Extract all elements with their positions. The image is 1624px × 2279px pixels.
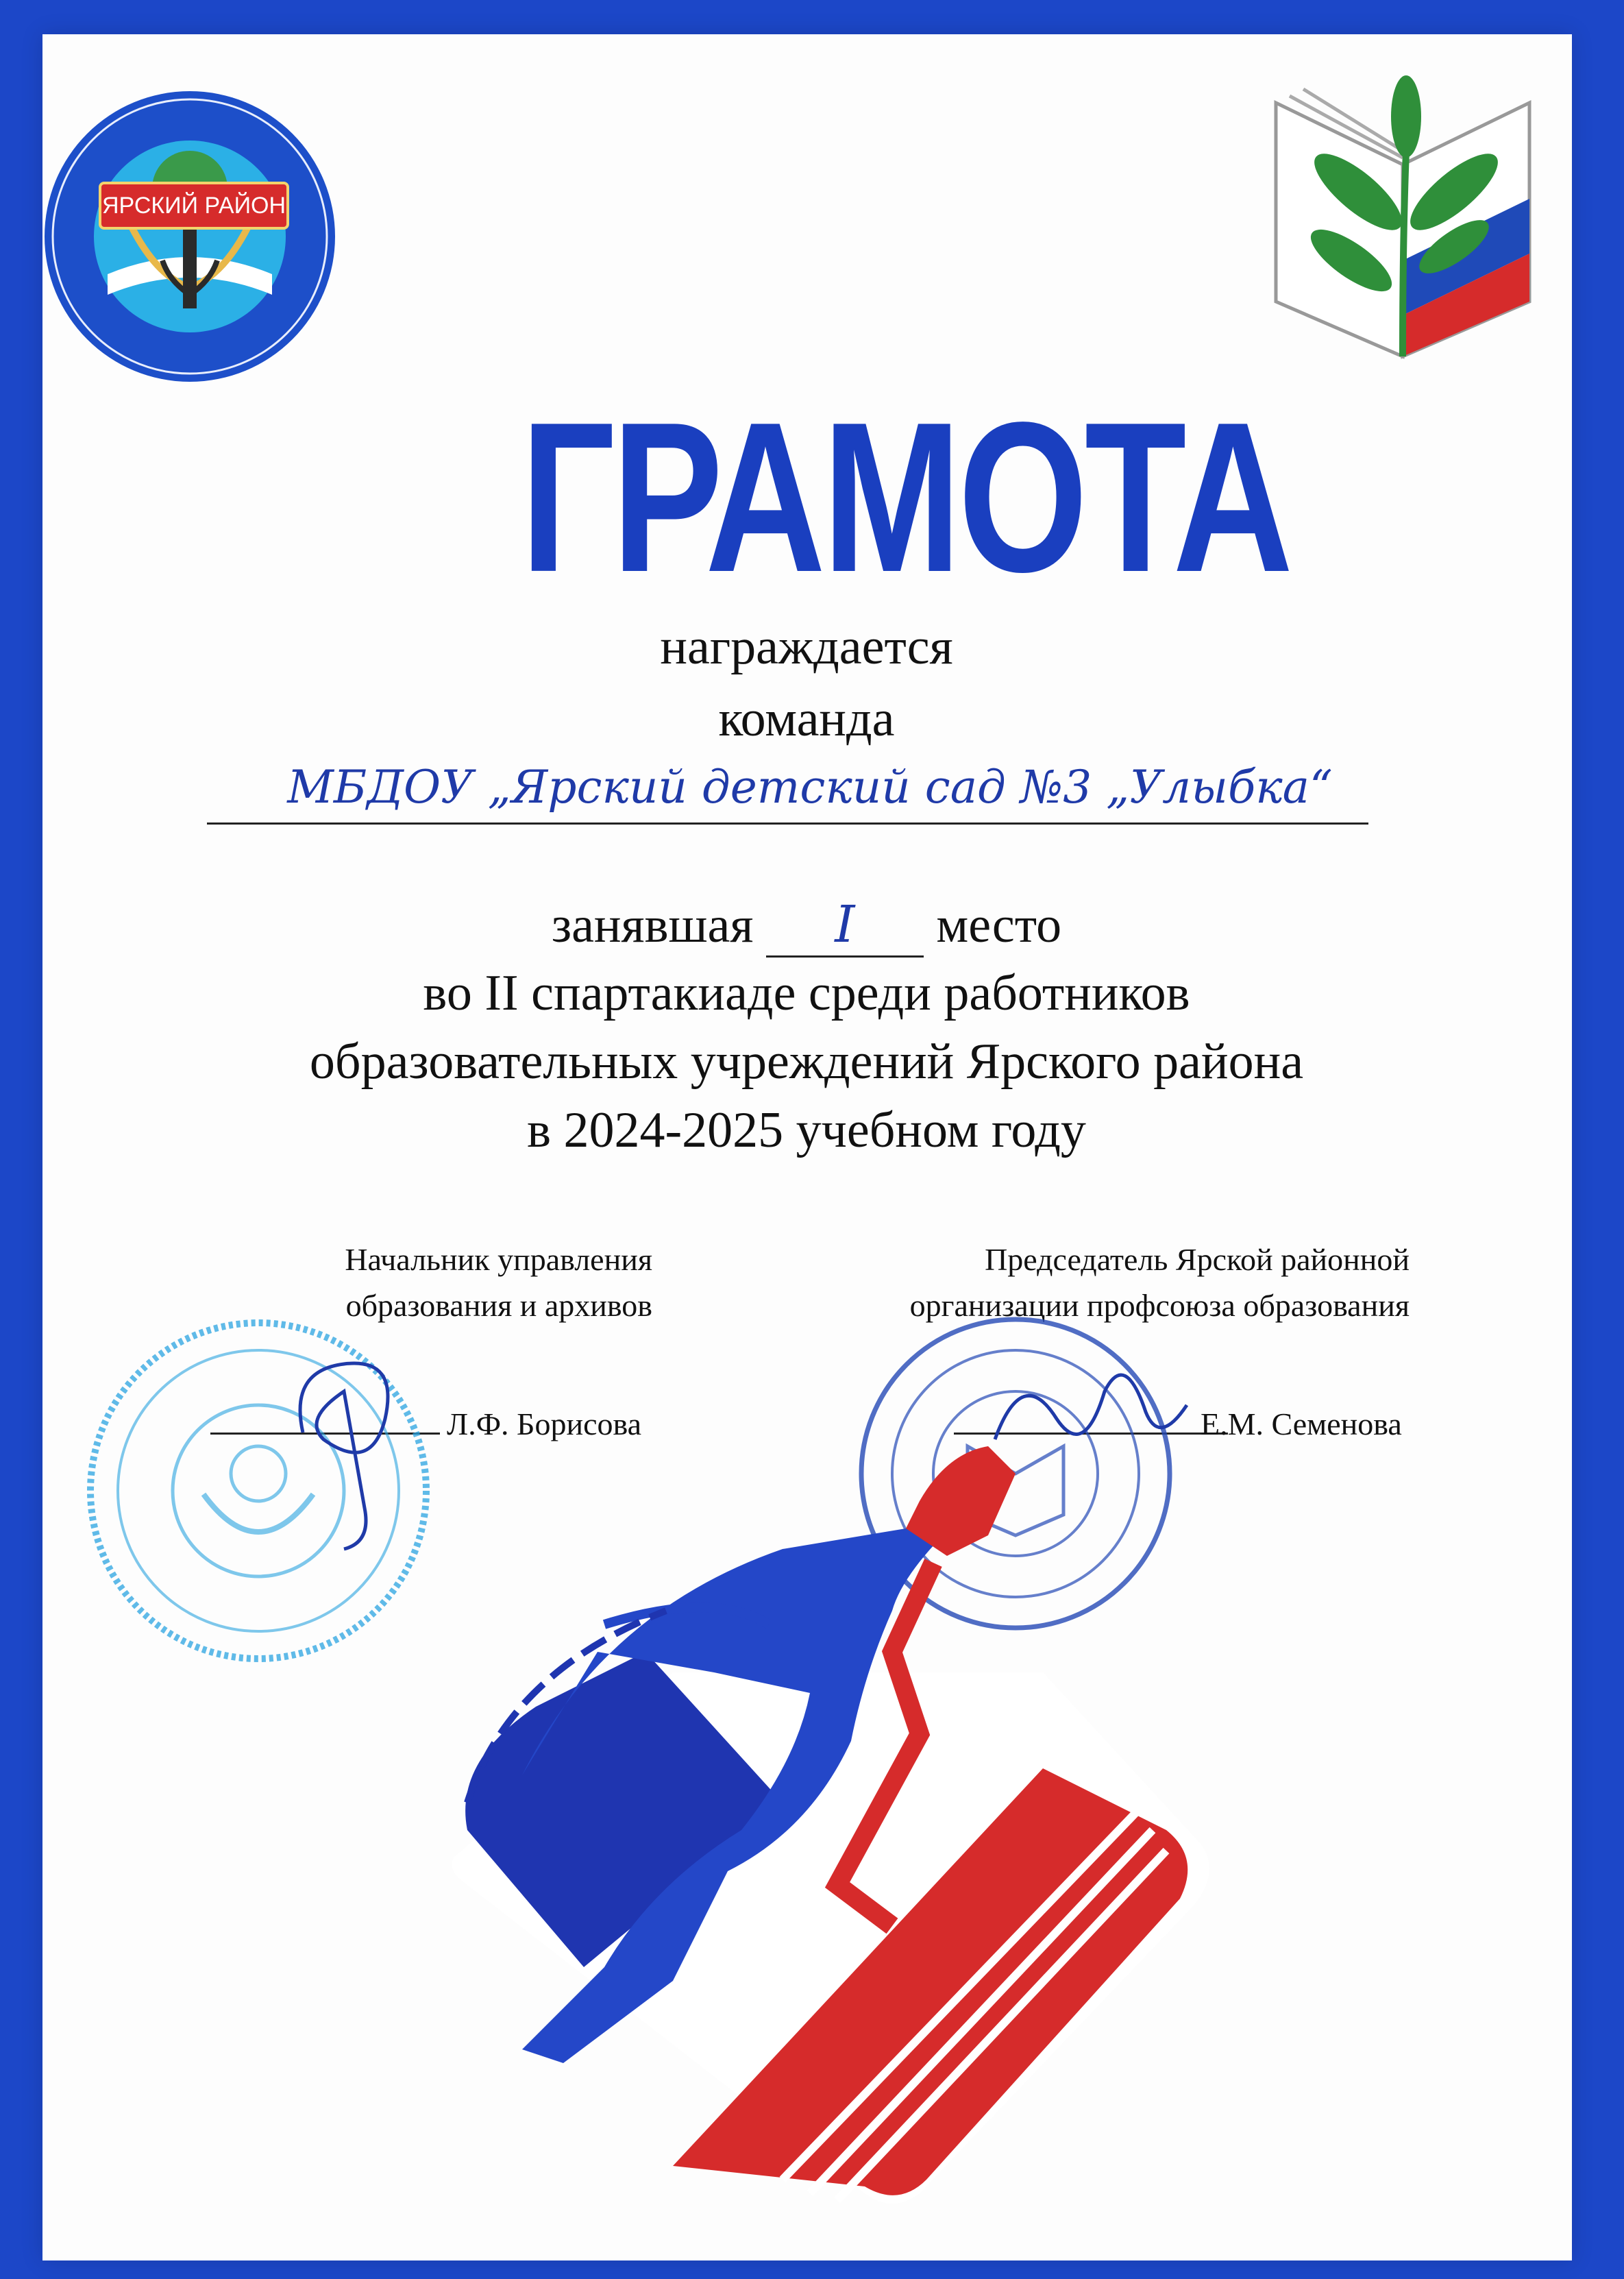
right-position-line-1: Председатель Ярской районной [985,1242,1410,1277]
right-position-line-2: организации профсоюза образования [909,1287,1410,1323]
place-prefix: занявшая [551,897,754,953]
event-line-1: во II спартакиаде среди работников [423,965,1190,1021]
awarded-text: награждается [660,619,953,675]
place-value-handwritten: I [766,894,924,958]
team-name-handwritten: МБДОУ „Ярский детский сад №3 „Улыбка“ [287,761,1333,814]
spartakiad-athlete-logo [426,1446,1276,2221]
team-name-underline [207,822,1368,825]
certificate-title: ГРАМОТА [520,378,1290,617]
district-emblem-banner: ЯРСКИЙ РАЙОН [99,182,289,230]
left-position-line-2: образования и архивов [345,1287,652,1323]
left-signatory-name: Л.Ф. Борисова [447,1406,642,1441]
event-line-3: в 2024-2025 учебном году [527,1102,1086,1158]
left-signature [262,1337,440,1563]
place-line [248,894,1365,958]
trade-union-emblem [1248,55,1571,377]
team-text: команда [718,691,895,747]
left-signatory-position [248,1237,652,1328]
right-signatory-name: Е.М. Семенова [1201,1406,1402,1441]
certificate-sheet [42,34,1572,2260]
event-line-2: образовательных учреждений Ярского района [309,1034,1304,1090]
place-suffix: место [936,897,1062,953]
district-emblem [42,69,371,398]
left-position-line-1: Начальник управления [345,1242,652,1277]
